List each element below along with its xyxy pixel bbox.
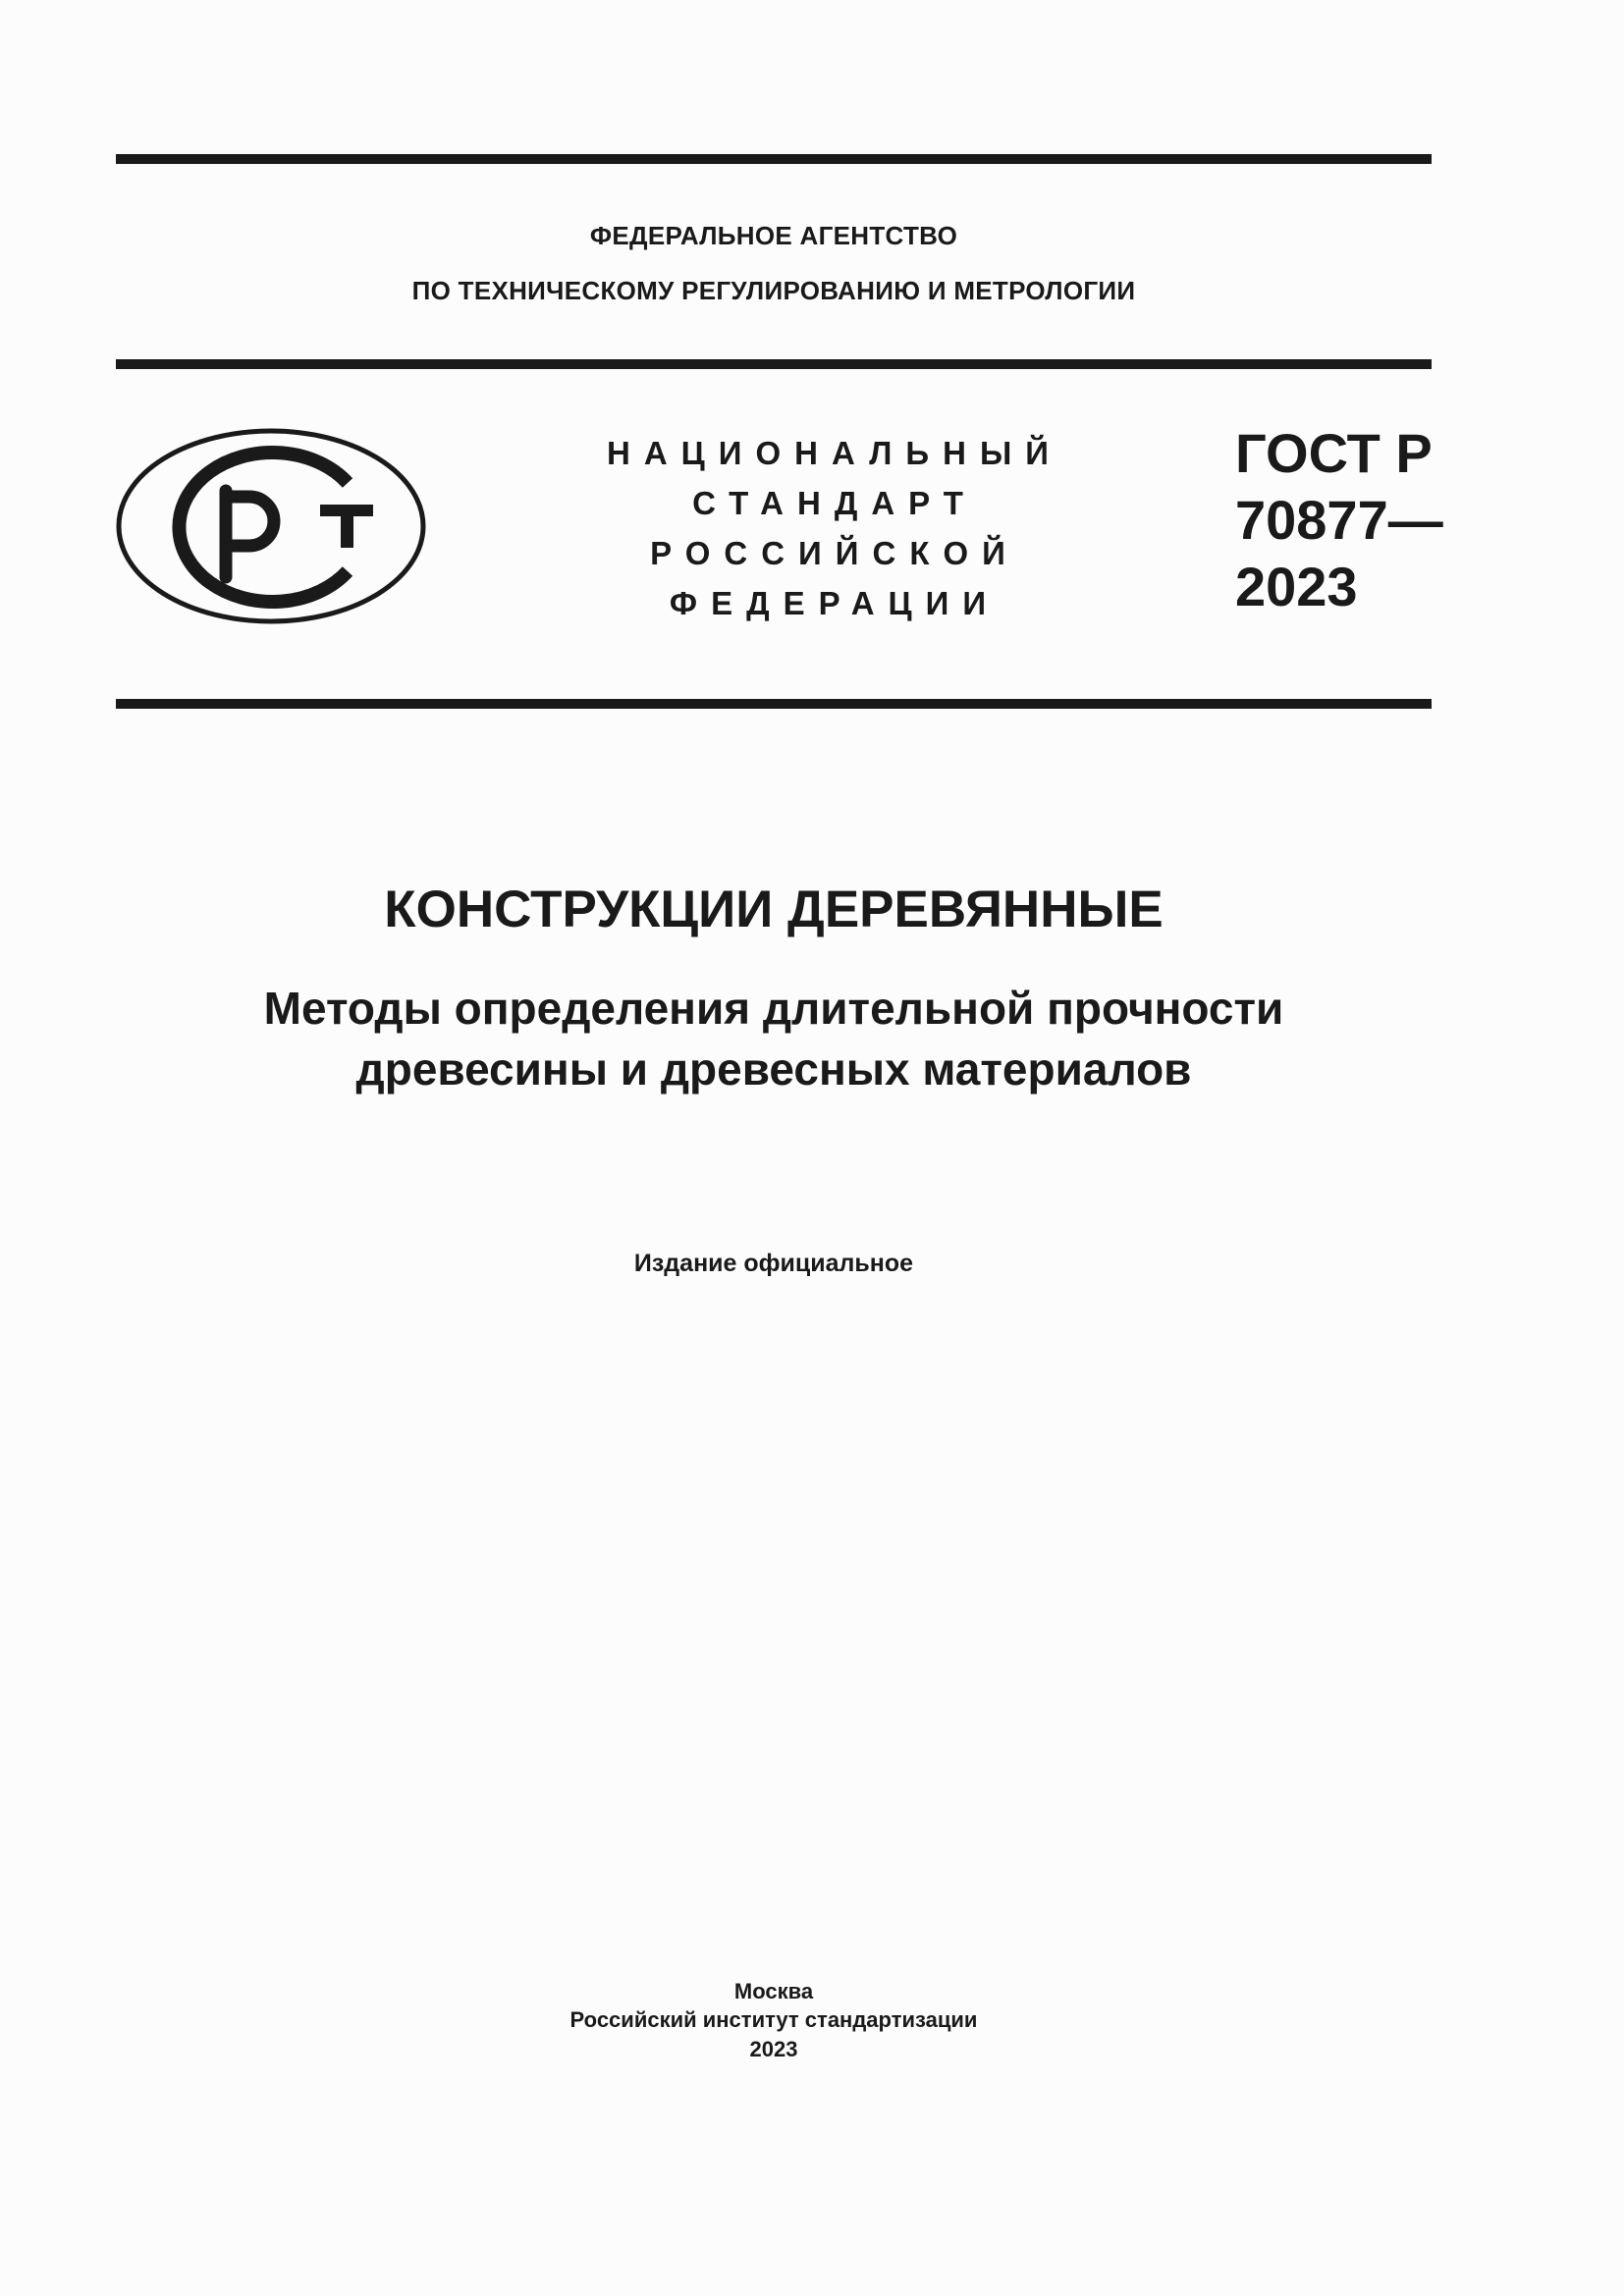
national-standard-line-3: РОССИЙСКОЙ <box>650 535 1019 571</box>
imprint-city: Москва <box>733 1979 814 2003</box>
standard-designation-line-1: ГОСТ Р <box>1235 422 1433 484</box>
header-rule <box>116 359 1432 369</box>
designation-rule <box>116 699 1432 709</box>
standard-designation-line-3: 2023 <box>1235 556 1358 617</box>
agency-line-1: ФЕДЕРАЛЬНОЕ АГЕНТСТВО <box>589 221 958 250</box>
national-standard-line-1: НАЦИОНАЛЬНЫЙ <box>607 435 1062 471</box>
national-standard-line-4: ФЕДЕРАЦИИ <box>669 585 1001 621</box>
document-subtitle-line-1: Методы определения длительной прочности <box>263 983 1284 1034</box>
document-title: КОНСТРУКЦИИ ДЕРЕВЯННЫЕ <box>384 881 1164 938</box>
imprint-year: 2023 <box>749 2037 798 2061</box>
rst-certification-logo-icon <box>116 428 426 624</box>
edition-label: Издание официальное <box>633 1250 914 1277</box>
standard-designation-line-2: 70877— <box>1235 489 1443 551</box>
top-rule <box>116 154 1432 164</box>
imprint-publisher: Российский институт стандартизации <box>569 2007 978 2032</box>
national-standard-line-2: СТАНДАРТ <box>692 485 977 521</box>
agency-line-2: ПО ТЕХНИЧЕСКОМУ РЕГУЛИРОВАНИЮ И МЕТРОЛОГИИ <box>411 276 1136 305</box>
document-subtitle-line-2: древесины и древесных материалов <box>355 1043 1192 1095</box>
